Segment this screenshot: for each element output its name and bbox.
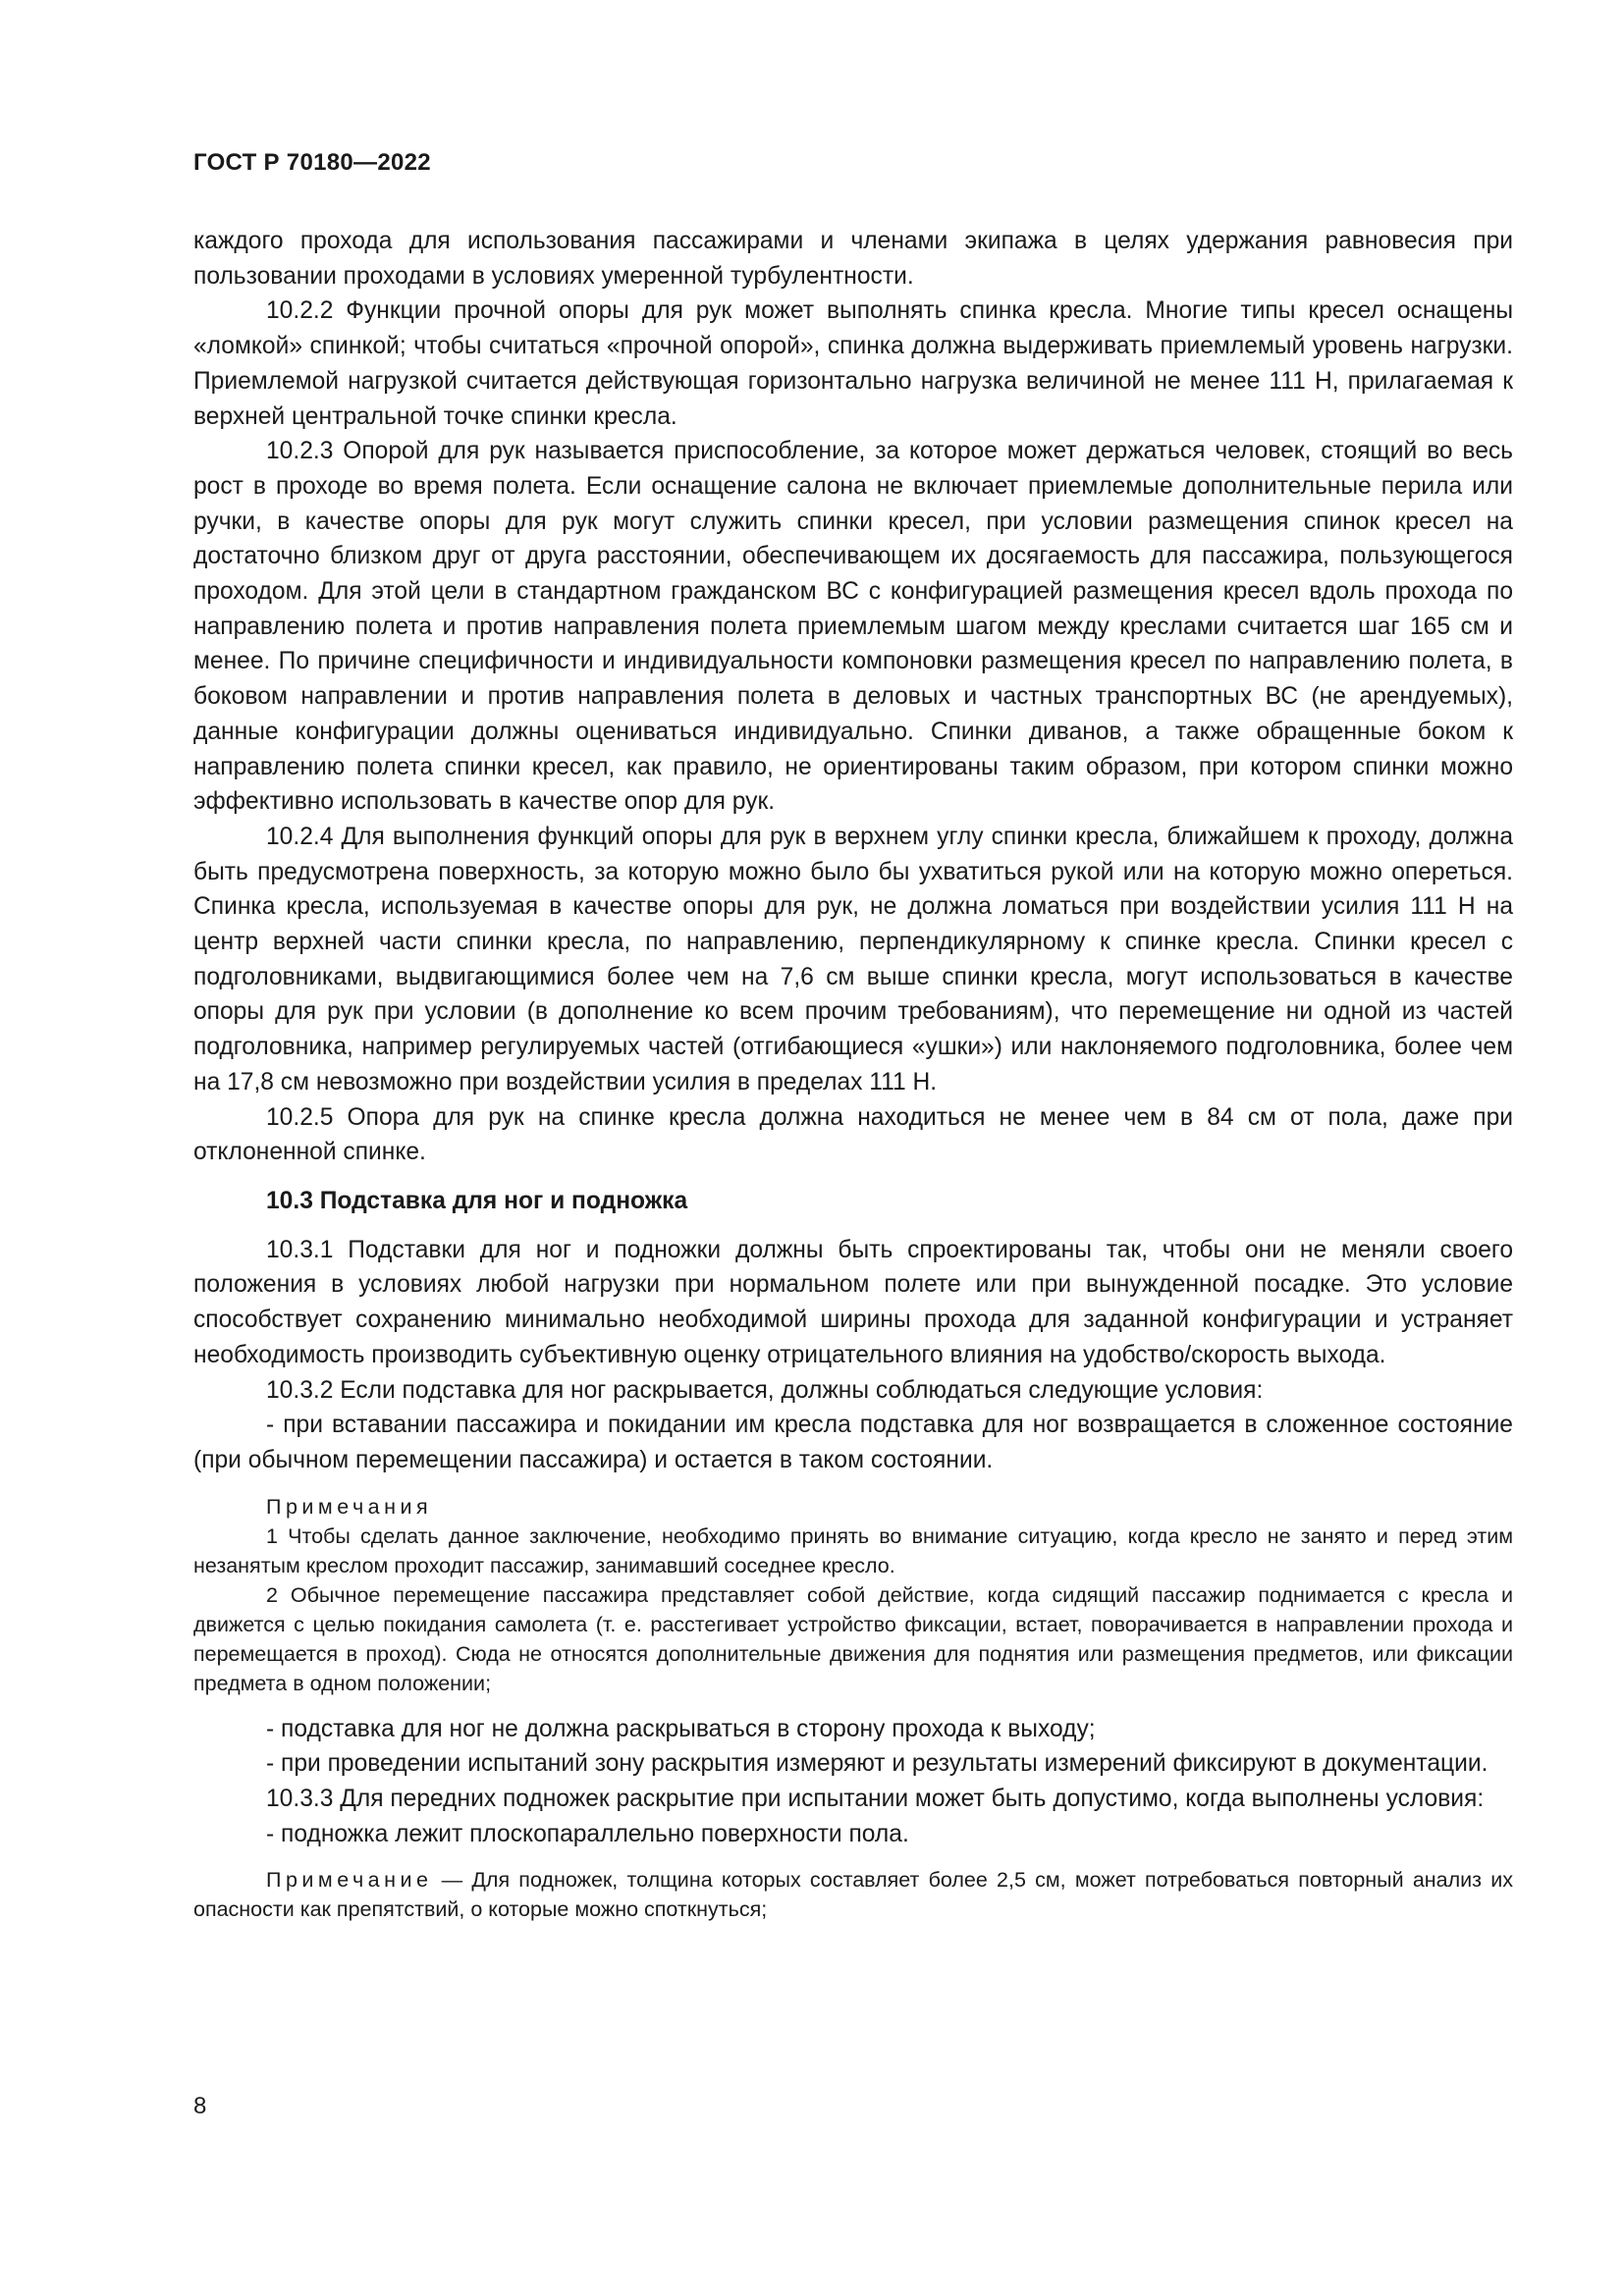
notes-block — [193, 1492, 1513, 1698]
paragraph-10-2-3: 10.2.3 Опорой для рук называется приспособление, за которое может держаться человек, стоящий во весь рост в проходе во время полета. Если оснащение салона не включает приемлемые дополнительные перила или ручки, в качестве опоры для рук могут служить спинки кресел, при условии размещения спинок кресел на достаточно близком друг от друга расстоянии, обеспечивающем их досягаемость для пассажира, пользующегося проходом. Для этой цели в стандартном гражданском ВС с конфигурацией размещения кресел вдоль прохода по направлению полета и против направления полета приемлемым шагом между креслами считается шаг 165 см и менее. По причине специфичности и индивидуальности компоновки размещения кресел по направлению полета, в боковом направлении и против направления полета в деловых и частных транспортных ВС (не арендуемых), данные конфигурации должны оцениваться индивидуально. Спинки диванов, а также обращенные боком к направлению полета спинки кресел, как правило, не ориентированы таким образом, при котором спинки можно эффективно использовать в качестве опор для рук. — [193, 438, 1513, 816]
final-note — [193, 1865, 1513, 1924]
list-item-bullet-2: - подставка для ног не должна раскрываться в сторону прохода к выходу; — [266, 1715, 1096, 1742]
final-note-text: — Для подножек, толщина которых составляет более 2,5 см, может потребоваться повторный анализ их опасности как препятствий, о которые можно споткнуться; — [193, 1868, 1513, 1922]
list-item-bullet-3: - при проведении испытаний зону раскрытия измеряют и результаты измерений фиксируют в документации. — [266, 1750, 1489, 1778]
paragraph-10-2-2: 10.2.2 Функции прочной опоры для рук может выполнять спинка кресла. Многие типы кресел оснащены «ломкой» спинкой; чтобы считаться «прочной опорой», спинка должна выдерживать приемлемый уровень нагрузки. Приемлемой нагрузкой считается действующая горизонтально нагрузка величиной не менее 111 Н, прилагаемая к верхней центральной точке спинки кресла. — [193, 297, 1513, 430]
paragraph-10-2-4: 10.2.4 Для выполнения функций опоры для рук в верхнем углу спинки кресла, ближайшем к проходу, должна быть предусмотрена поверхность, за которую можно было бы ухватиться рукой или на которую можно опереться. Спинка кресла, используемая в качестве опоры для рук, не должна ломаться при воздействии усилия 111 Н на центр верхней части спинки кресла, по направлению, перпендикулярному к спинке кресла. Спинки кресел с подголовниками, выдвигающимися более чем на 7,6 см выше спинки кресла, могут использоваться в качестве опоры для рук при условии (в дополнение ко всем прочим требованиям), что перемещение ни одной из частей подголовника, например регулируемых частей (отгибающиеся «ушки») или наклоняемого подголовника, более чем на 17,8 см невозможно при воздействии усилия в пределах 111 Н. — [193, 823, 1513, 1095]
section-title-10-3: 10.3 Подставка для ног и подножка — [266, 1187, 688, 1214]
page-number: 8 — [193, 2093, 207, 2119]
list-item-bullet-4: - подножка лежит плоскопараллельно поверхности пола. — [266, 1820, 909, 1847]
paragraph-10-2-5: 10.2.5 Опора для рук на спинке кресла должна находиться не менее чем в 84 см от пола, даже при отклоненной спинке. — [193, 1103, 1513, 1166]
paragraph-10-3-3: 10.3.3 Для передних подножек раскрытие при испытании может быть допустимо, когда выполнены условия: — [266, 1786, 1485, 1813]
notes-heading: Примечания — [266, 1494, 433, 1519]
document-header: ГОСТ Р 70180—2022 — [193, 149, 431, 176]
final-note-label: Примечание — [266, 1868, 433, 1893]
paragraph-continuation: каждого прохода для использования пассажирами и членами экипажа в целях удержания равновесия при пользовании проходами в условиях умеренной турбулентности. — [193, 228, 1513, 290]
paragraph-10-3-2: 10.3.2 Если подставка для ног раскрывается, должны соблюдаться следующие условия: — [266, 1376, 1264, 1404]
list-item-bullet-1: - при вставании пассажира и покидании им кресла подставка для ног возвращается в сложенное состояние (при обычном перемещении пассажира) и остается в таком состоянии. — [193, 1412, 1513, 1473]
document-body — [193, 224, 1513, 1924]
note-2: 2 Обычное перемещение пассажира представляет собой действие, когда сидящий пассажир поднимается с кресла и движется с целью покидания самолета (т. е. расстегивает устройство фиксации, встает, поворачивается в направлении прохода и перемещается в проход). Сюда не относятся дополнительные движения для поднятия или размещения предметов, или фиксации предмета в одном положении; — [193, 1582, 1513, 1695]
paragraph-10-3-1: 10.3.1 Подставки для ног и подножки должны быть спроектированы так, чтобы они не меняли своего положения в условиях любой нагрузки при нормальном полете или при вынужденной посадке. Это условие способствует сохранению минимально необходимой ширины прохода для заданной конфигурации и устраняет необходимость производить субъективную оценку отрицательного влияния на удобство/скорость выхода. — [193, 1236, 1513, 1368]
note-1: 1 Чтобы сделать данное заключение, необходимо принять во внимание ситуацию, когда кресло не занято и перед этим незанятым креслом проходит пассажир, занимавший соседнее кресло. — [193, 1523, 1513, 1577]
